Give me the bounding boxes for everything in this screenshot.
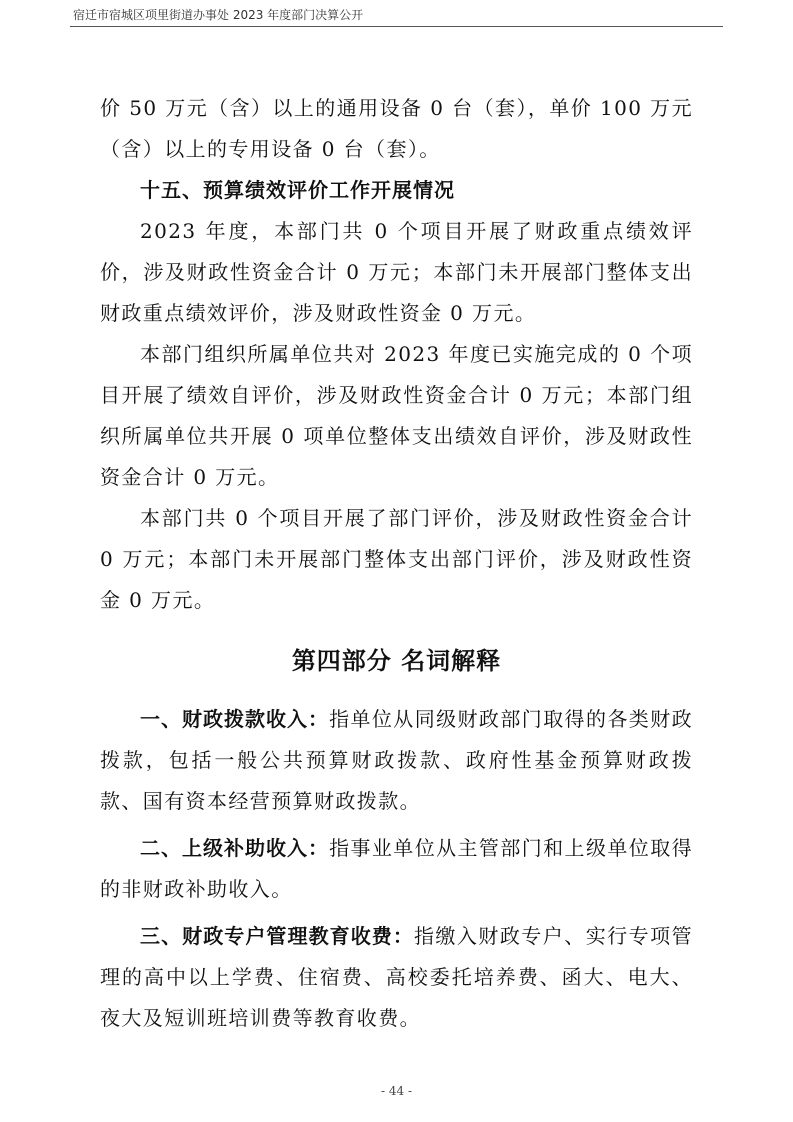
section-heading-performance-evaluation: 十五、预算绩效评价工作开展情况 bbox=[140, 178, 455, 202]
term-label: 二、上级补助收入： bbox=[140, 836, 330, 860]
term-definition: 指缴入财政专户、实行专项管理的高中以上学费、住宿费、高校委托培养费、函大、电大、夜大及短训班培训费等教育收费。 bbox=[100, 924, 693, 1030]
term-label: 一、财政拨款收入： bbox=[140, 707, 330, 731]
term-superior-subsidy bbox=[100, 828, 693, 910]
paragraph-key-evaluation: 2023 年度，本部门共 0 个项目开展了财政重点绩效评价，涉及财政性资金合计 0 万元；本部门未开展部门整体支出财政重点绩效评价，涉及财政性资金 0 万元。 bbox=[100, 219, 693, 325]
term-label: 三、财政专户管理教育收费： bbox=[140, 924, 414, 948]
paragraph-self-evaluation: 本部门组织所属单位共对 2023 年度已实施完成的 0 个项目开展了绩效自评价，涉及财政性资金合计 0 万元；本部门组织所属单位共开展 0 项单位整体支出绩效自评价，涉及财政性资金合计 0 万元。 bbox=[100, 342, 693, 489]
page-body bbox=[100, 88, 693, 1045]
term-definition: 指事业单位从主管部门和上级单位取得的非财政补助收入。 bbox=[100, 836, 693, 901]
header-divider bbox=[70, 26, 723, 27]
continuation-paragraph: 价 50 万元（含）以上的通用设备 0 台（套），单价 100 万元（含）以上的专用设备 0 台（套）。 bbox=[100, 96, 693, 161]
term-definition: 指单位从同级财政部门取得的各类财政拨款，包括一般公共预算财政拨款、政府性基金预算财政拨款、国有资本经营预算财政拨款。 bbox=[100, 707, 693, 813]
term-fiscal-appropriation bbox=[100, 699, 693, 822]
part-title: 第四部分 名词解释 bbox=[291, 647, 502, 675]
paragraph-department-evaluation: 本部门共 0 个项目开展了部门评价，涉及财政性资金合计 0 万元；本部门未开展部门整体支出部门评价，涉及财政性资金 0 万元。 bbox=[100, 506, 693, 612]
page-number: - 44 - bbox=[380, 1084, 412, 1098]
running-header: 宿迁市宿城区项里街道办事处 2023 年度部门决算公开 bbox=[73, 8, 364, 22]
term-education-fees bbox=[100, 916, 693, 1039]
